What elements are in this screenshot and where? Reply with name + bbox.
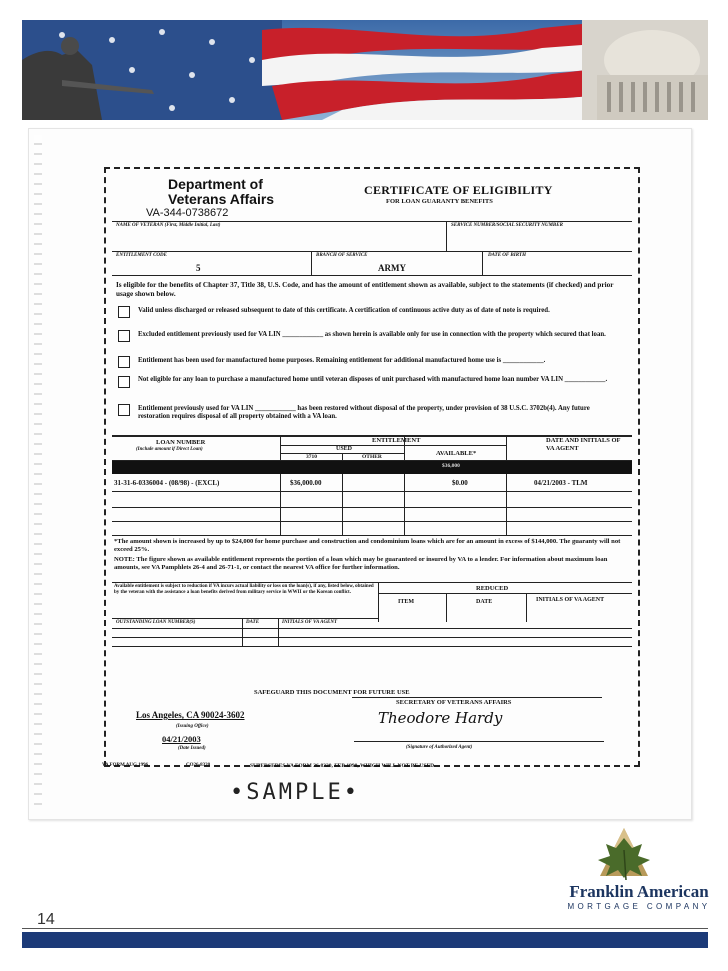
item-manufactured: Entitlement has been used for manufactured home purposes. Remaining entitlement for additional manufactured home use is ____________.: [138, 357, 546, 364]
eligibility-statement: Is eligible for the benefits of Chapter 37, Title 38, U.S. Code, and has the amount of entitlement shown as available, subject to the statements (if checked) and prior usage shown below.: [116, 281, 614, 298]
dept-line1: Department of: [168, 176, 263, 192]
available-amount: $36,000: [442, 463, 460, 469]
row-available-amount: $0.00: [452, 479, 468, 487]
redacted-bar: [112, 461, 632, 474]
issuing-office-label: (Issuing Office): [176, 724, 209, 729]
logo-tagline: MORTGAGE COMPANY: [567, 902, 711, 911]
reduced-header: REDUCED: [476, 585, 509, 592]
row-date-initials: 04/21/2003 - TLM: [534, 479, 588, 487]
used-header: USED: [336, 446, 353, 452]
item-restored: Entitlement previously used for VA LIN ____________ has been restored without disposal of the property, under provision of 38 U.S.C. 3702b(4). Any future restoration requires disposal of all property obtained with a VA loan.: [138, 405, 590, 421]
form-code: CO26-8320: [186, 763, 211, 768]
logo-company-name: Franklin American: [569, 882, 709, 901]
dob-label: DATE OF BIRTH: [488, 253, 526, 258]
certificate-subtitle: FOR LOAN GUARANTY BENEFITS: [386, 198, 493, 205]
checkbox-not-eligible: [118, 376, 130, 388]
dept-line2: Veterans Affairs: [168, 191, 275, 207]
date-issued-label: (Date Issued): [178, 746, 206, 751]
entitlement-code-label: ENTITLEMENT CODE: [116, 253, 167, 258]
name-label: NAME OF VETERAN (First, Middle Initial, Last): [116, 223, 221, 228]
col-3710-header: 3710: [306, 454, 317, 460]
row-used-amount: $36,000.00: [290, 479, 322, 487]
checkbox-valid: [118, 306, 130, 318]
certificate-title: CERTIFICATE OF ELIGIBILITY: [364, 183, 553, 197]
entitlement-header: ENTITLEMENT: [372, 437, 421, 444]
date-issued: 04/21/2003: [162, 734, 201, 744]
entitlement-code: 5: [196, 263, 201, 273]
footer-bar: [22, 932, 708, 948]
header-banner: [22, 20, 708, 120]
secretary-label: SECRETARY OF VETERANS AFFAIRS: [396, 699, 512, 706]
col-other-header: OTHER: [362, 454, 382, 460]
outstanding-label: OUTSTANDING LOAN NUMBER(S): [116, 620, 196, 625]
supersedes-note: SUPERSEDES VA FORM 26-8320, FEB 1990, WHICH WILL NOT BE USED.: [250, 763, 436, 769]
reduction-text: Available entitlement is subject to reduction if VA incurs actual liability or loss on the loan(s), if any, listed below, obtained by the veteran with the assistance a loan benefits derived from military service in WWII or the Korean conflict.: [114, 584, 374, 595]
note-figure: NOTE: The figure shown as available entitlement represents the portion of a loan which may be guaranteed or insured by VA to a lender. For information about maximum loan amounts, see VA Pamphlets 26-4 and 26-71-1, or contact the nearest VA office for further information.: [114, 556, 608, 571]
leaf-logo-icon: [566, 820, 712, 882]
initials-header: INITIALS OF VA AGENT: [536, 597, 605, 603]
available-header: AVAILABLE*: [436, 450, 477, 457]
initials-label: INITIALS OF VA AGENT: [282, 620, 338, 625]
date-label: DATE: [246, 620, 260, 625]
checkbox-restored: [118, 404, 130, 416]
issuing-office: Los Angeles, CA 90024-3602: [136, 710, 245, 720]
checkbox-manufactured: [118, 356, 130, 368]
branch-value: ARMY: [378, 263, 406, 273]
sample-watermark: •SAMPLE•: [230, 780, 360, 805]
safeguard-text: SAFEGUARD THIS DOCUMENT FOR FUTURE USE: [254, 689, 410, 696]
item-valid-unless: Valid unless discharged or released subsequent to date of this certificate. A certification of continuous active duty as of date of note is required.: [138, 307, 550, 314]
branch-label: BRANCH OF SERVICE: [316, 253, 368, 258]
flag-banner-image: [22, 20, 708, 120]
certificate-of-eligibility: [104, 167, 640, 767]
form-number: VA FORM AUG 1996: [102, 763, 149, 768]
loan-number-subheader: (Include amount if Direct Loan): [136, 447, 203, 452]
item-not-eligible: Not eligible for any loan to purchase a manufactured home until veteran disposes of unit purchased with manufactured home loan number VA LIN ____________.: [138, 376, 608, 383]
item-excluded: Excluded entitlement previously used for VA LIN ____________ as shown herein is available only for use in connection with the property which secured that loan.: [138, 331, 606, 338]
checkbox-excluded: [118, 330, 130, 342]
department-title: [168, 177, 274, 207]
date-initials-header: DATE AND INITIALS OF VA AGENT: [546, 437, 621, 452]
note-increase: *The amount shown is increased by up to $24,000 for home purchase and construction and condominium loans which are for an amount in excess of $144,000. The guaranty will not exceed 25%.: [114, 538, 621, 553]
row-loan-number: 31-31-6-0336004 - (08/98) - (EXCL): [114, 479, 220, 487]
signature-label: (Signature of Authorized Agent): [406, 745, 473, 750]
date-header: DATE: [476, 599, 493, 605]
franklin-american-logo: [566, 820, 712, 916]
footer-rule: [22, 928, 708, 929]
va-number: VA-344-0738672: [146, 207, 229, 219]
page-number: 14: [37, 911, 55, 928]
loan-number-header: LOAN NUMBER: [156, 439, 206, 446]
ssn-label: SERVICE NUMBER/SOCIAL SECURITY NUMBER: [451, 223, 563, 228]
authorized-signature: Theodore Hardy: [378, 709, 503, 727]
paper-binding: [34, 135, 42, 805]
item-header: ITEM: [398, 599, 415, 605]
